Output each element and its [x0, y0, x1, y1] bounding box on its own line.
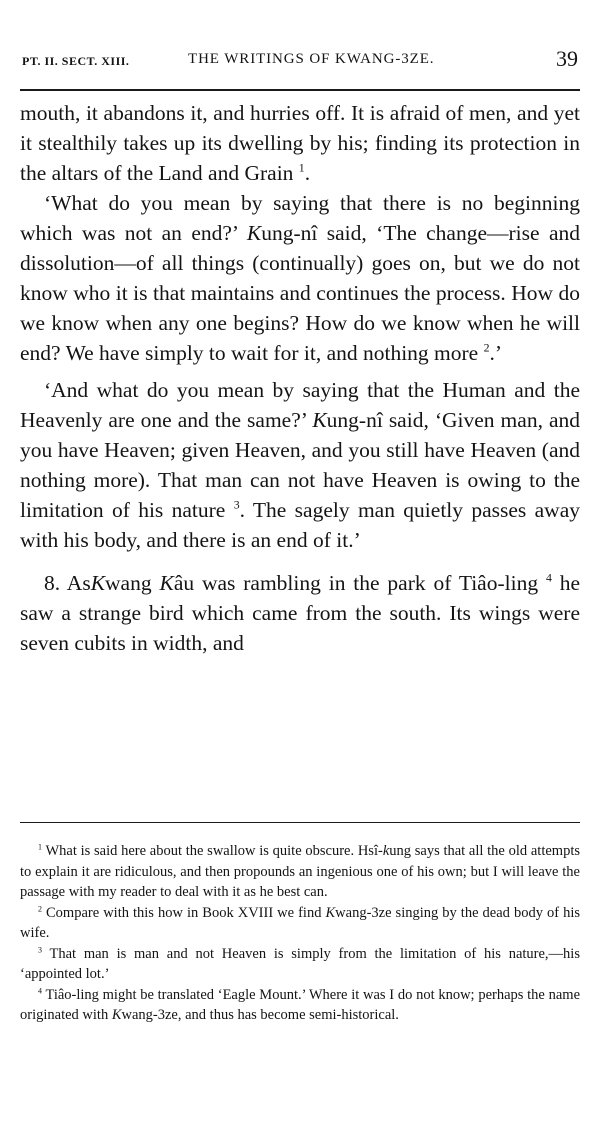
header-title: THE WRITINGS OF KWANG-3ZE.: [188, 51, 435, 67]
footnote-4-text-b: wang-3ze, and thus has become semi-historical.: [121, 1007, 399, 1023]
footnote-1-mark: 1: [38, 842, 42, 852]
paragraph-4-italic-k1: K: [90, 571, 106, 595]
footnote-2-text-b: wang-3ze singing by the dead body of his wife.: [20, 904, 580, 941]
paragraph-3: [20, 375, 580, 555]
paragraph-2: [20, 188, 580, 368]
book-page: [20, 0, 580, 1135]
paragraph-2-end: .’: [489, 341, 503, 365]
footnote-1-text-a: What is said here about the swallow is quite obscure. Hsî-: [45, 843, 383, 859]
footnote-3: [20, 944, 580, 985]
header-section-reference: PT. II. SECT. XIII.: [22, 54, 130, 68]
footnotes: [20, 841, 580, 1026]
footnote-2-mark: 2: [38, 903, 42, 913]
footnote-4-italic-k: K: [111, 1007, 122, 1023]
running-header: [20, 46, 580, 76]
paragraph-4: [20, 568, 580, 658]
footnote-1-italic-k: k: [382, 843, 390, 859]
footnote-4-text-a: Tiâo-ling might be translated ‘Eagle Mount.’ Where it was I do not know; perhaps the name originated with: [20, 986, 580, 1023]
paragraph-2-text-a: ‘What do you mean by saying that there is no beginning which was not an end?’: [20, 191, 580, 245]
footnote-1-text-b: ung says that all the old attempts to explain it are ridiculous, and then propounds an ingenious one of his own; but I will leave the passage with my reader to deal with it as he best can.: [20, 843, 580, 900]
footnote-ref-4: 4: [545, 570, 552, 585]
paragraph-3-italic-k: K: [312, 408, 327, 432]
paragraph-1: [20, 98, 580, 188]
footnote-ref-1: 1: [298, 160, 305, 175]
footnote-2-italic-k: K: [325, 904, 336, 921]
footnote-rule: [20, 822, 580, 823]
paragraph-1-text: mouth, it abandons it, and hurries off. It is afraid of men, and yet it stealthily takes up its dwelling by his; finding its protection in the altars of the Land and Grain: [20, 101, 580, 185]
paragraph-4-text-a: 8. As: [44, 571, 91, 595]
footnote-ref-3: 3: [233, 497, 240, 512]
paragraph-2-italic-k: K: [246, 221, 262, 245]
paragraph-3-text-a: ‘And what do you mean by saying that the Human and the Heavenly are one and the same?’: [20, 378, 580, 432]
footnote-3-text: That man is man and not Heaven is simply from the limitation of his nature,—his ‘appointed lot.’: [20, 945, 580, 982]
paragraph-1-end: .: [304, 161, 311, 185]
paragraph-4-text-b: wang: [105, 571, 152, 595]
footnote-3-mark: 3: [38, 944, 42, 954]
footnote-2: [20, 903, 580, 944]
header-rule: [20, 89, 580, 91]
footnote-1: [20, 841, 580, 903]
main-text: [20, 98, 580, 658]
footnote-2-text-a: Compare with this how in Book XVIII we find: [46, 904, 322, 921]
footnote-ref-2: 2: [483, 340, 490, 355]
paragraph-2-text-b: ung-nî said, ‘The change—rise and dissolution—of all things (continually) goes on, but we do not know who it is that maintains and continues the process. How do we know when any one begins? How do we know when he will end? We have simply to wait for it, and nothing more: [20, 221, 581, 365]
paragraph-3-text-c: . The sagely man quietly passes away with his body, and there is an end of it.’: [20, 498, 580, 552]
footnote-4-mark: 4: [38, 985, 42, 995]
paragraph-4-text-d: he saw a strange bird which came from the south. Its wings were seven cubits in width, and: [20, 571, 581, 655]
footnote-4: [20, 985, 580, 1026]
paragraph-3-text-b: ung-nî said, ‘Given man, and you have Heaven; given Heaven, and you still have Heaven (and nothing more). That man can not have Heaven is owing to the limitation of his nature: [20, 408, 580, 522]
page-number: 39: [556, 46, 578, 71]
paragraph-4-text-c: âu was rambling in the park of Tiâo-ling: [173, 571, 539, 595]
paragraph-4-italic-k2: K: [159, 571, 174, 595]
